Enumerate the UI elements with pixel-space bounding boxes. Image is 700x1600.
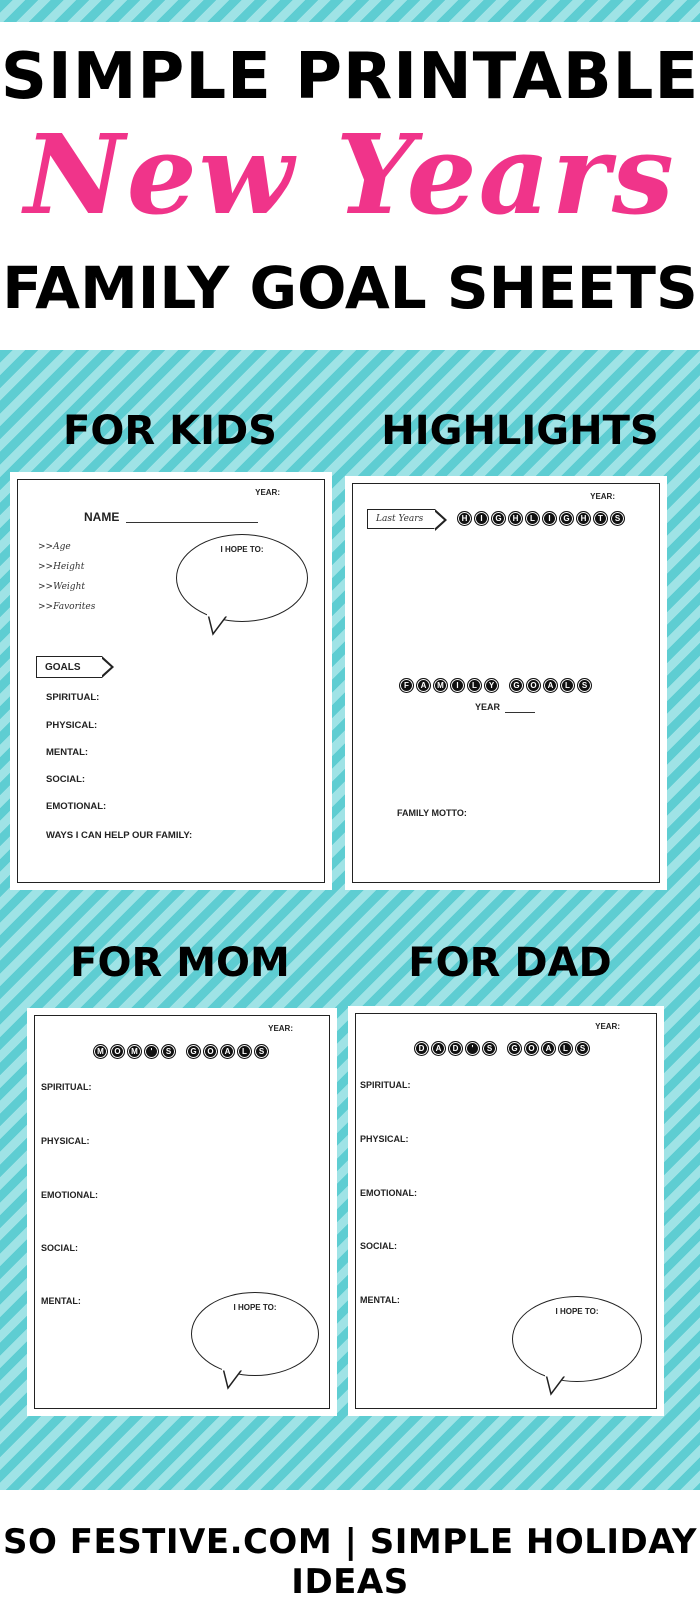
mom-speech-bubble <box>191 1292 319 1376</box>
dad-sheet-frame <box>355 1013 657 1409</box>
dad-goals-letter-3: ' <box>465 1041 480 1056</box>
kids-detail-age: >>Age <box>38 542 71 552</box>
family-goals-letter-2: M <box>433 678 448 693</box>
dad-sheet <box>348 1006 664 1416</box>
family-goals-letter-5: Y <box>484 678 499 693</box>
mom-year: YEAR: <box>268 1024 293 1033</box>
mom-goals-letter-1: O <box>110 1044 125 1059</box>
family-motto: FAMILY MOTTO: <box>397 808 467 818</box>
dad-year: YEAR: <box>595 1022 620 1031</box>
title-line-3: FAMILY GOAL SHEETS <box>2 254 698 322</box>
dad-goals-letter-0: D <box>414 1041 429 1056</box>
dad-goals-letter-9: L <box>558 1041 573 1056</box>
highlights-letter-5: I <box>542 511 557 526</box>
highlights-letter-9: S <box>610 511 625 526</box>
family-goals-letter-11: S <box>577 678 592 693</box>
mom-bubble-tail <box>221 1368 251 1390</box>
family-goals-year: YEAR <box>475 702 501 712</box>
family-goals-letter-8: O <box>526 678 541 693</box>
dad-goals-letter-6: G <box>507 1041 522 1056</box>
last-years-label: Last Years <box>376 514 424 524</box>
highlights-letter-0: H <box>457 511 472 526</box>
mom-goals-letter-3: ' <box>144 1044 159 1059</box>
mom-goal-social: SOCIAL: <box>41 1243 78 1253</box>
dad-goals-letter-5 <box>499 1041 505 1056</box>
main-panel <box>0 350 700 1490</box>
kids-goals-tag <box>36 656 102 678</box>
mom-goal-emotional: EMOTIONAL: <box>41 1190 98 1200</box>
highlights-letter-7: H <box>576 511 591 526</box>
title-line-1: SIMPLE PRINTABLE <box>0 40 700 114</box>
dad-goals-letter-1: A <box>431 1041 446 1056</box>
family-goals-letter-9: A <box>543 678 558 693</box>
mom-goal-spiritual: SPIRITUAL: <box>41 1082 92 1092</box>
kids-goal-social: SOCIAL: <box>46 774 86 785</box>
label-for-mom: FOR MOM <box>70 940 290 986</box>
mom-goals-letter-10: S <box>254 1044 269 1059</box>
mom-hope-label: I HOPE TO: <box>233 1303 277 1312</box>
family-goals-letter-4: L <box>467 678 482 693</box>
mom-goal-mental: MENTAL: <box>41 1296 81 1306</box>
kids-goal-spiritual: SPIRITUAL: <box>46 692 100 703</box>
kids-bubble-tail <box>206 614 236 636</box>
dad-goals-title <box>414 1041 590 1056</box>
kids-name-line <box>126 522 258 523</box>
highlights-letter-2: G <box>491 511 506 526</box>
footer-text: SO FESTIVE.COM | SIMPLE HOLIDAY IDEAS <box>3 1522 697 1600</box>
mom-sheet-frame <box>34 1015 330 1409</box>
kids-goal-help-family: WAYS I CAN HELP OUR FAMILY: <box>46 830 193 841</box>
highlights-title <box>457 511 625 526</box>
title-script: New Years <box>24 110 676 239</box>
highlights-letter-3: H <box>508 511 523 526</box>
dad-goals-letter-10: S <box>575 1041 590 1056</box>
kids-detail-favorites: >>Favorites <box>38 602 96 612</box>
highlights-sheet <box>345 476 667 890</box>
dad-speech-bubble <box>512 1296 642 1382</box>
mom-sheet <box>27 1008 337 1416</box>
mom-goals-letter-8: A <box>220 1044 235 1059</box>
kids-sheet-frame <box>17 479 325 883</box>
highlights-letter-8: T <box>593 511 608 526</box>
family-goals-letter-3: I <box>450 678 465 693</box>
kids-hope-label: I HOPE TO: <box>220 545 264 554</box>
top-stripe-band <box>0 0 700 22</box>
kids-goals-tag-label: GOALS <box>45 661 81 673</box>
family-goals-year-line <box>505 712 535 713</box>
dad-goals-letter-8: A <box>541 1041 556 1056</box>
family-goals-letter-10: L <box>560 678 575 693</box>
dad-goal-spiritual: SPIRITUAL: <box>360 1080 411 1090</box>
footer <box>0 1490 700 1600</box>
family-goals-letter-7: G <box>509 678 524 693</box>
mom-goals-letter-5 <box>178 1044 184 1059</box>
kids-detail-weight: >>Weight <box>38 582 85 592</box>
dad-goal-emotional: EMOTIONAL: <box>360 1188 417 1198</box>
highlights-year: YEAR: <box>590 492 615 501</box>
highlights-sheet-frame <box>352 483 660 883</box>
dad-goal-physical: PHYSICAL: <box>360 1134 409 1144</box>
mom-goals-letter-9: L <box>237 1044 252 1059</box>
kids-sheet <box>10 472 332 890</box>
dad-goal-mental: MENTAL: <box>360 1295 400 1305</box>
kids-detail-height: >>Height <box>38 562 85 572</box>
family-goals-letter-0: F <box>399 678 414 693</box>
kids-goal-mental: MENTAL: <box>46 747 89 758</box>
highlights-letter-1: I <box>474 511 489 526</box>
mom-goals-letter-0: M <box>93 1044 108 1059</box>
label-for-dad: FOR DAD <box>408 940 612 986</box>
mom-goals-letter-4: S <box>161 1044 176 1059</box>
label-highlights: HIGHLIGHTS <box>381 408 659 454</box>
kids-goal-physical: PHYSICAL: <box>46 720 98 731</box>
last-years-tag <box>367 509 435 529</box>
mom-goal-physical: PHYSICAL: <box>41 1136 90 1146</box>
mom-goals-letter-2: M <box>127 1044 142 1059</box>
dad-bubble-tail <box>544 1374 574 1396</box>
label-for-kids: FOR KIDS <box>63 408 277 454</box>
dad-hope-label: I HOPE TO: <box>555 1307 599 1316</box>
dad-goals-letter-7: O <box>524 1041 539 1056</box>
highlights-letter-4: L <box>525 511 540 526</box>
kids-speech-bubble <box>176 534 308 622</box>
family-goals-letter-6 <box>501 678 507 693</box>
dad-goal-social: SOCIAL: <box>360 1241 397 1251</box>
dad-goals-letter-2: D <box>448 1041 463 1056</box>
family-goals-title <box>399 678 592 693</box>
dad-goals-letter-4: S <box>482 1041 497 1056</box>
kids-year: YEAR: <box>255 488 280 497</box>
mom-goals-letter-7: O <box>203 1044 218 1059</box>
mom-goals-letter-6: G <box>186 1044 201 1059</box>
highlights-letter-6: G <box>559 511 574 526</box>
mom-goals-title <box>93 1044 269 1059</box>
kids-goal-emotional: EMOTIONAL: <box>46 801 107 812</box>
kids-name-label: NAME <box>84 510 120 524</box>
header <box>0 22 700 350</box>
family-goals-letter-1: A <box>416 678 431 693</box>
